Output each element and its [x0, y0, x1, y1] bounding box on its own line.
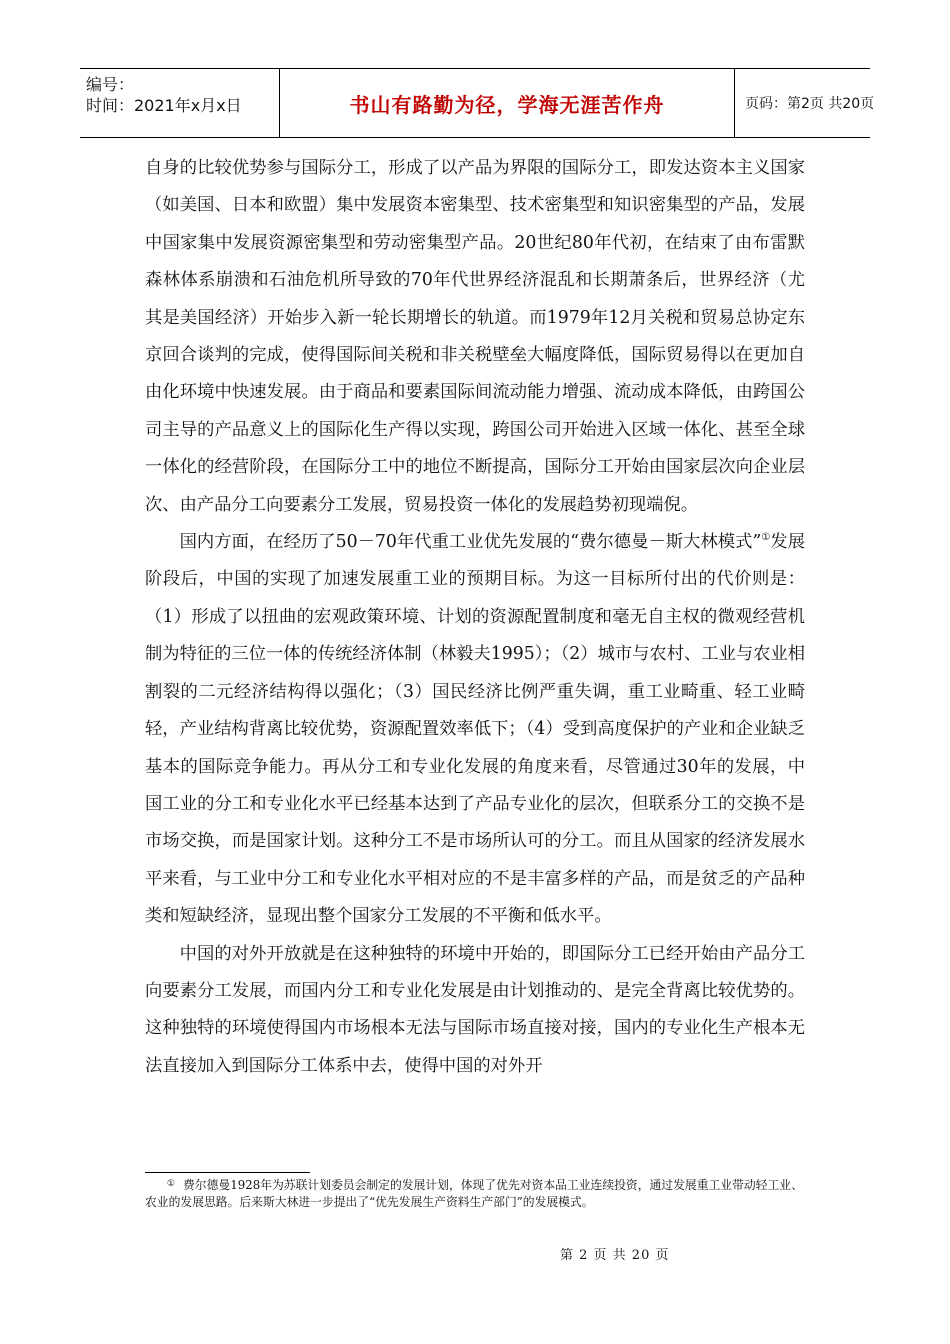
document-body	[145, 150, 805, 1085]
footnote-mark: ①	[166, 1179, 175, 1189]
page-header	[80, 68, 875, 138]
footnote-divider	[145, 1172, 310, 1173]
document-code-label: 编号：	[86, 75, 135, 94]
footnote-reference[interactable]: ①	[761, 532, 771, 544]
footnote	[145, 1176, 805, 1210]
paragraph-2	[145, 524, 805, 935]
header-motto: 书山有路勤为径，学海无涯苦作舟	[280, 69, 735, 137]
header-page-info: 页码：第2页 共20页	[745, 96, 875, 112]
page-number: 第 2 页 共 20 页	[560, 1248, 670, 1263]
footnote-text: 费尔德曼1928年为苏联计划委员会制定的发展计划，体现了优先对资本品工业连续投资，通过发展重工业带动轻工业、农业的发展思路。后来斯大林进一步提出了“优先发展生产资料生产部门”的发展模式。	[145, 1178, 803, 1209]
paragraph-2-part-1: 国内方面，在经历了50－70年代重工业优先发展的“费尔德曼－斯大林模式”	[179, 532, 762, 553]
header-meta	[80, 69, 280, 137]
document-date-label: 时间：2021年x月x日	[86, 96, 242, 115]
paragraph-3: 中国的对外开放就是在这种独特的环境中开始的，即国际分工已经开始由产品分工向要素分工发展，而国内分工和专业化发展是由计划推动的、是完全背离比较优势的。这种独特的环境使得国内市场根本无法与国际市场直接对接，国内的专业化生产根本无法直接加入到国际分工体系中去，使得中国的对外开	[145, 943, 805, 1076]
paragraph-2-part-2: 发展阶段后，中国的实现了加速发展重工业的预期目标。为这一目标所付出的代价则是：（1）形成了以扭曲的宏观政策环境、计划的资源配置制度和毫无自主权的微观经营机制为特征的三位一体的传统经济体制（林毅夫1995）；（2）城市与农村、工业与农业相割裂的二元经济结构得以强化；（3）国民经济比例严重失调，重工业畸重、轻工业畸轻，产业结构背离比较优势，资源配置效率低下；（4）受到高度保护的产业和企业缺乏基本的国际竞争能力。再从分工和专业化发展的角度来看，尽管通过30年的发展，中国工业的分工和专业化水平已经基本达到了产品专业化的层次，但联系分工的交换不是市场交换，而是国家计划。这种分工不是市场所认可的分工。而且从国家的经济发展水平来看，与工业中分工和专业化水平相对应的不是丰富多样的产品，而是贫乏的产品种类和短缺经济，显现出整个国家分工发展的不平衡和低水平。	[145, 532, 805, 927]
paragraph-1: 自身的比较优势参与国际分工，形成了以产品为界限的国际分工，即发达资本主义国家（如美国、日本和欧盟）集中发展资本密集型、技术密集型和知识密集型的产品，发展中国家集中发展资源密集型和劳动密集型产品。20世纪80年代初，在结束了由布雷默森林体系崩溃和石油危机所导致的70年代世界经济混乱和长期萧条后，世界经济（尤其是美国经济）开始步入新一轮长期增长的轨道。而1979年12月关税和贸易总协定东京回合谈判的完成，使得国际间关税和非关税壁垒大幅度降低，国际贸易得以在更加自由化环境中快速发展。由于商品和要素国际间流动能力增强、流动成本降低，由跨国公司主导的产品意义上的国际化生产得以实现，跨国公司开始进入区域一体化、甚至全球一体化的经营阶段，在国际分工中的地位不断提高，国际分工开始由国家层次向企业层次、由产品分工向要素分工发展，贸易投资一体化的发展趋势初现端倪。	[145, 158, 805, 515]
